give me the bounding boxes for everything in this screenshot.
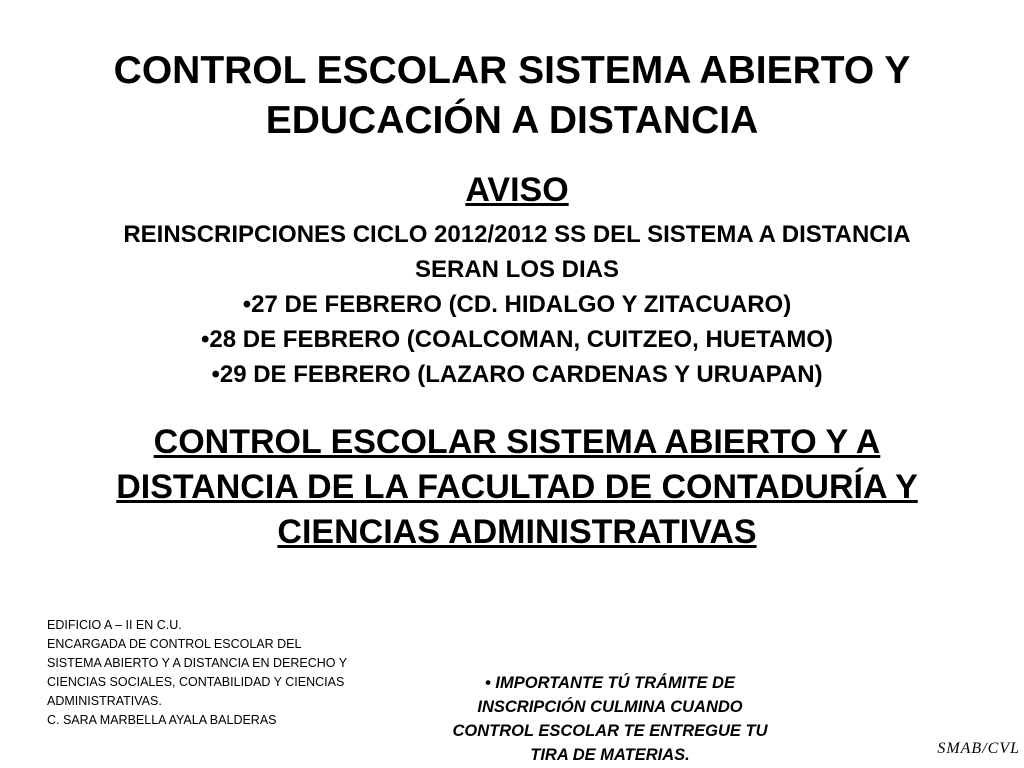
contact-info <box>47 616 387 730</box>
contact-line-5: ADMINISTRATIVAS. <box>47 694 162 708</box>
important-line-1: IMPORTANTE TÚ TRÁMITE DE <box>495 674 735 692</box>
notice-date-1: •27 DE FEBRERO (CD. HIDALGO Y ZITACUARO) <box>242 291 792 318</box>
notice-heading: AVISO <box>465 171 569 209</box>
important-line-3: CONTROL ESCOLAR TE ENTREGUE TU <box>452 722 768 740</box>
department-line-2: DISTANCIA DE LA FACULTAD DE CONTADURÍA Y <box>116 468 918 506</box>
contact-line-1: EDIFICIO A – II EN C.U. <box>47 618 182 632</box>
department-line-1: CONTROL ESCOLAR SISTEMA ABIERTO Y A <box>153 423 881 461</box>
notice-line-2: SERAN LOS DIAS <box>414 256 620 283</box>
bullet-icon: • <box>485 674 491 692</box>
title-line-2: EDUCACIÓN A DISTANCIA <box>265 99 759 142</box>
important-line-2: INSCRIPCIÓN CULMINA CUANDO <box>477 698 743 716</box>
contact-line-2: ENCARGADA DE CONTROL ESCOLAR DEL <box>47 637 302 651</box>
page-title <box>0 46 1024 146</box>
notice-date-2: •28 DE FEBRERO (COALCOMAN, CUITZEO, HUETAMO) <box>201 326 833 353</box>
department-heading <box>0 420 1024 555</box>
important-note <box>420 671 800 767</box>
contact-line-3: SISTEMA ABIERTO Y A DISTANCIA EN DERECHO Y <box>47 656 348 670</box>
notice-date-3: •29 DE FEBRERO (LAZARO CARDENAS Y URUAPAN) <box>211 361 823 388</box>
title-line-1: CONTROL ESCOLAR SISTEMA ABIERTO Y <box>113 49 911 92</box>
contact-line-6: C. SARA MARBELLA AYALA BALDERAS <box>47 713 277 727</box>
contact-line-4: CIENCIAS SOCIALES, CONTABILIDAD Y CIENCIAS <box>47 675 345 689</box>
notice-line-1: REINSCRIPCIONES CICLO 2012/2012 SS DEL SISTEMA A DISTANCIA <box>123 221 911 248</box>
notice-body <box>0 217 1024 392</box>
department-line-3: CIENCIAS ADMINISTRATIVAS <box>277 513 757 551</box>
signature-initials: SMAB/CVL <box>937 740 1020 757</box>
important-line-4: TIRA DE MATERIAS. <box>530 746 690 764</box>
